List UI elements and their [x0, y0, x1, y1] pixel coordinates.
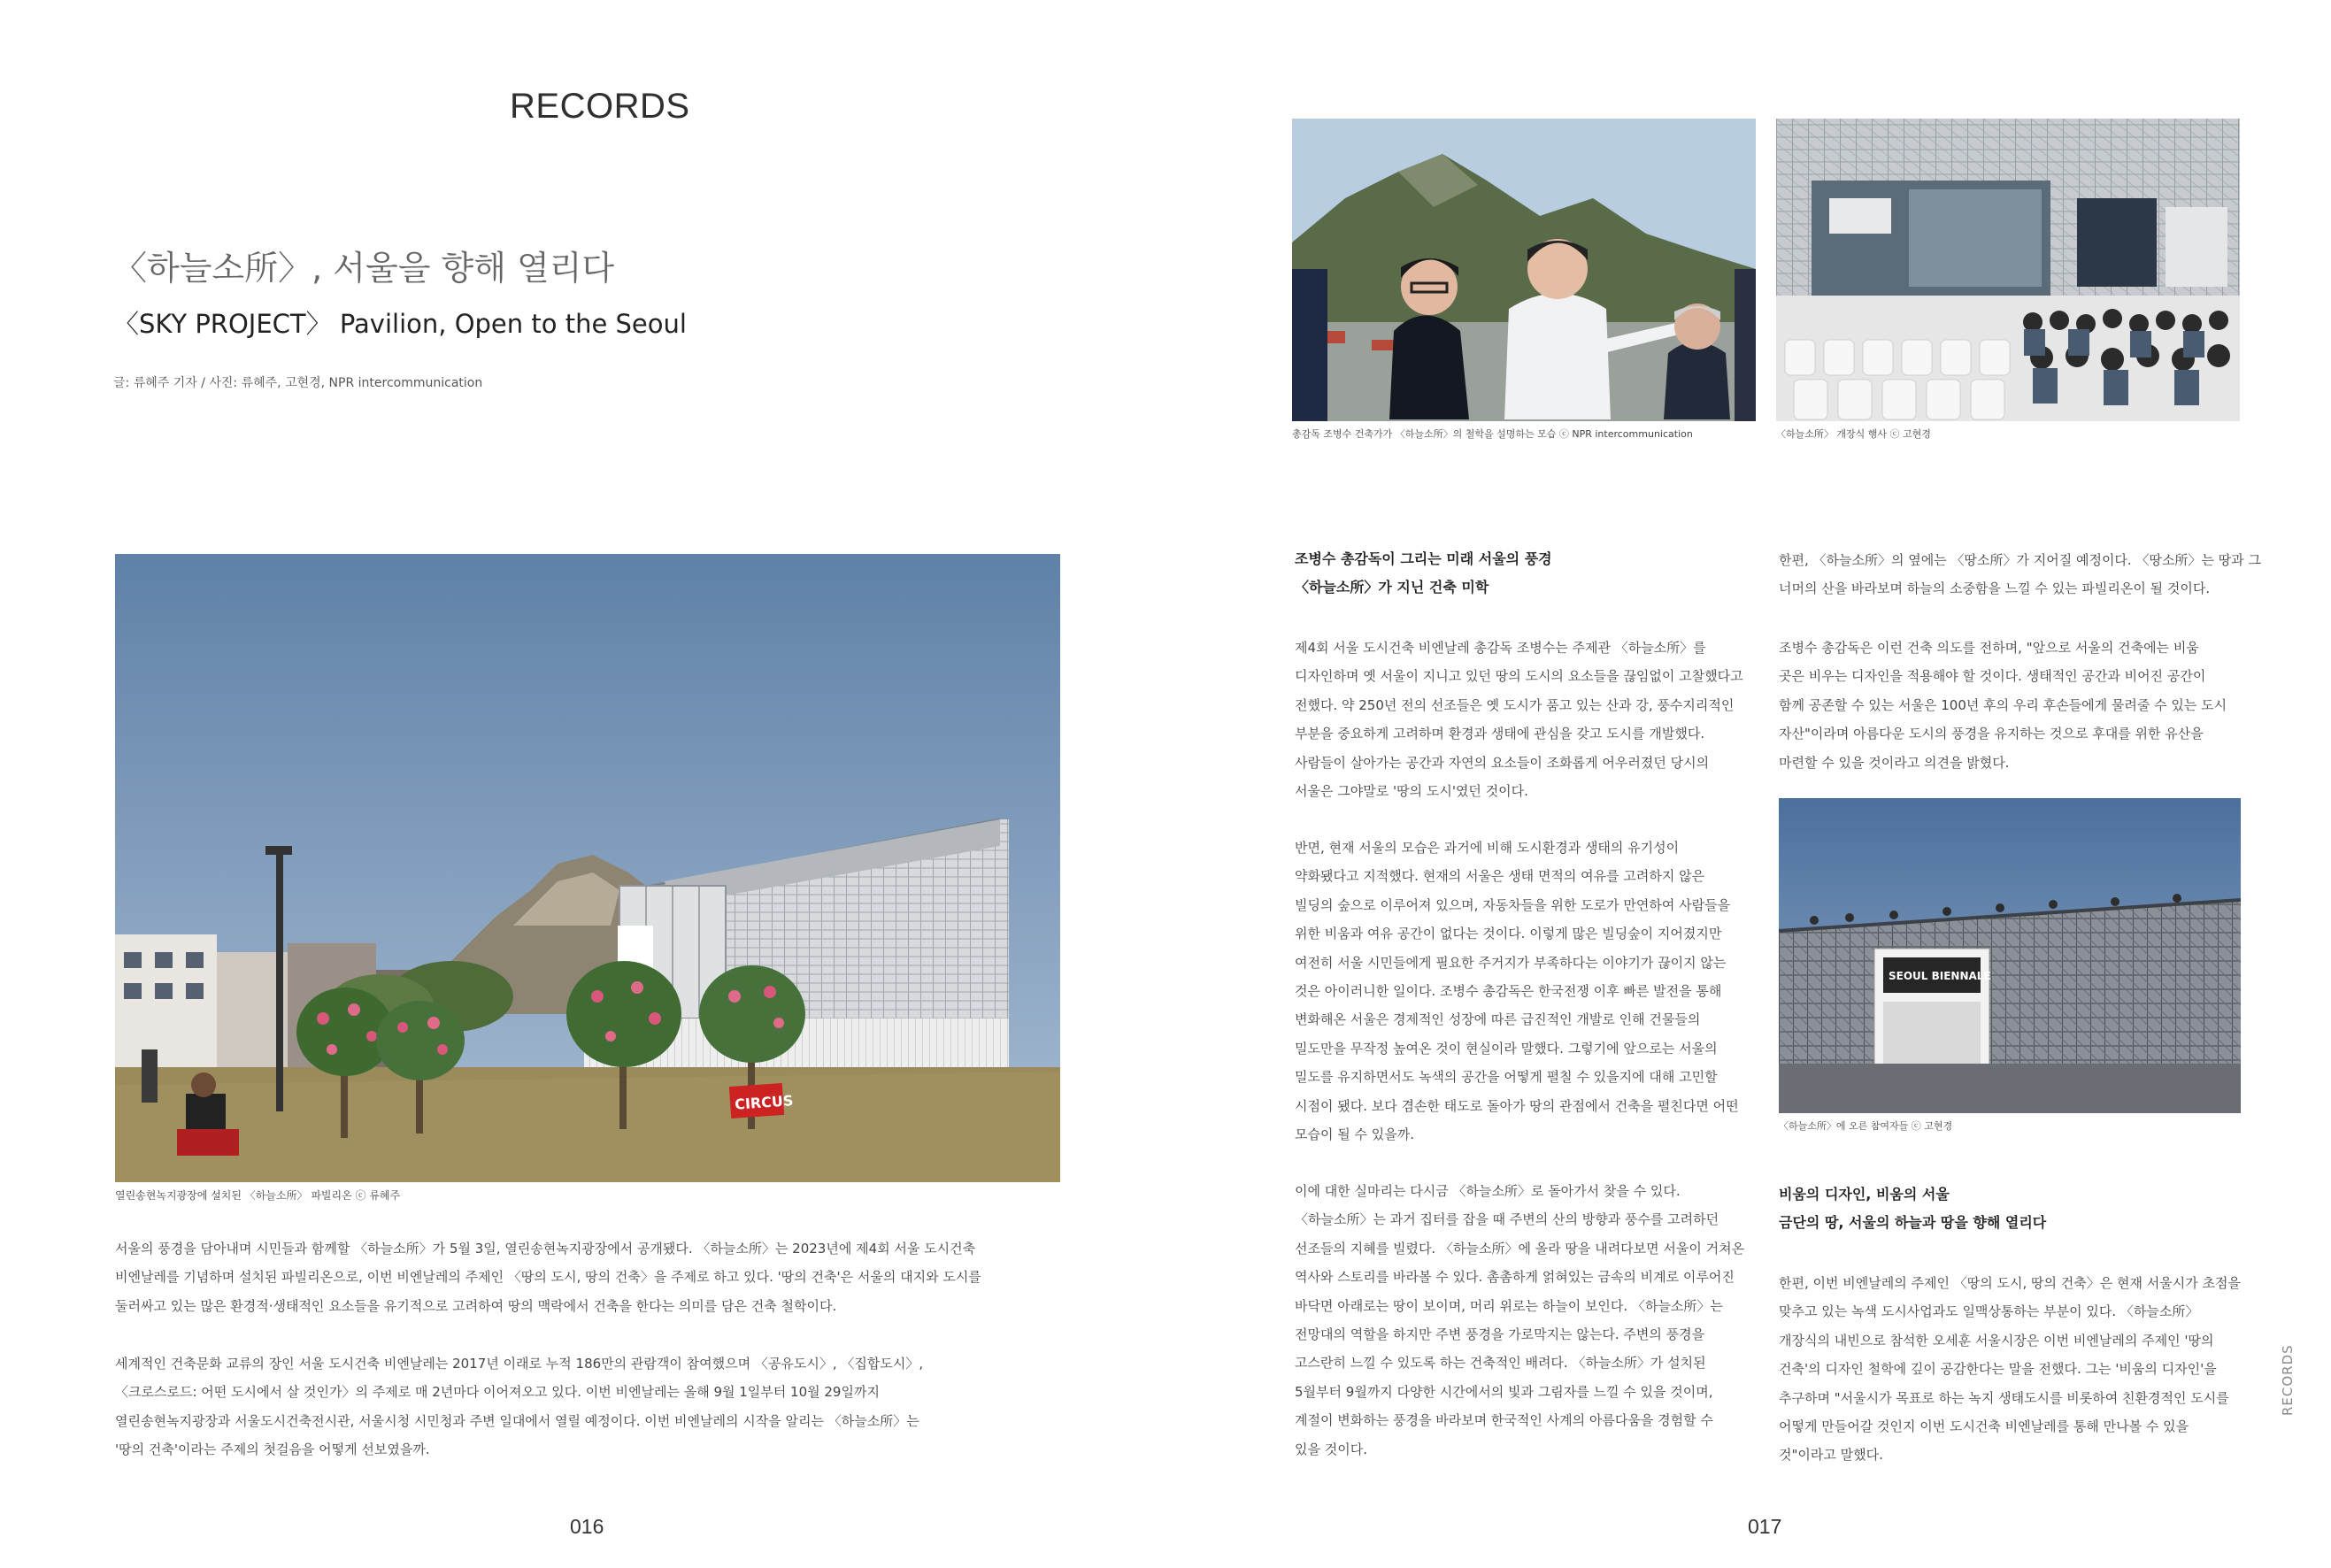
article-credit: 글: 류혜주 기자 / 사진: 류혜주, 고현경, NPR intercommunication [113, 376, 483, 390]
text-line: 건축'의 디자인 철학에 깊이 공감한다는 말을 전했다. 그는 '비움의 디자인'을 [1779, 1361, 2217, 1378]
text-line: 맞추고 있는 녹색 도시사업과도 일맥상통하는 부분이 있다. 〈하늘소所〉 [1779, 1303, 2199, 1320]
text-line: 계절이 변화하는 풍경을 바라보며 한국적인 사계의 아름다움을 경험할 수 [1295, 1412, 1713, 1429]
text-line: 전망대의 역할을 하지만 주변 풍경을 가로막지는 않는다. 주변의 풍경을 [1295, 1326, 1705, 1343]
text-line: 선조들의 지혜를 빌렸다. 〈하늘소所〉에 올라 땅을 내려다보면 서울이 거쳐온 [1295, 1240, 1745, 1257]
side-section-tab: RECORDS [2280, 1344, 2296, 1416]
text-line: 밀도만을 무작정 높여온 것이 현실이라 말했다. 그렇기에 앞으로는 서울의 [1295, 1040, 1718, 1057]
page-number-right: 017 [1748, 1515, 1782, 1538]
text-line: 시점이 됐다. 보다 겸손한 태도로 돌아가 땅의 관점에서 건축을 펼친다면 어떤 [1295, 1097, 1739, 1114]
text-line: 여전히 서울 시민들에게 필요한 주거지가 부족하다는 이야기가 끊이지 않는 [1295, 954, 1727, 971]
text-line: 한편, 〈하늘소所〉의 옆에는 〈땅소所〉가 지어질 예정이다. 〈땅소所〉는 땅과 그 [1779, 552, 2261, 568]
text-line: 모습이 될 수 있을까. [1295, 1126, 1414, 1143]
text-line: 서울은 그야말로 '땅의 도시'였던 것이다. [1295, 783, 1528, 800]
column1-paragraph-3 [1295, 1177, 1744, 1464]
text-line: 곳은 비우는 디자인을 적용해야 할 것이다. 생태적인 공간과 비어진 공간이 [1779, 668, 2206, 685]
text-line: 5월부터 9월까지 다양한 시간에서의 빛과 그림자를 느낄 수 있을 것이며, [1295, 1383, 1713, 1400]
text-line: '땅의 건축'이라는 주제의 첫걸음을 어떻게 선보였을까. [115, 1441, 430, 1458]
text-line: 것은 아이러니한 일이다. 조병수 총감독은 한국전쟁 이후 빠른 발전을 통해 [1295, 983, 1722, 1000]
page-number-left: 016 [570, 1515, 604, 1538]
text-line: 빌딩의 숲으로 이루어져 있으며, 자동차들을 위한 도로가 만연하여 사람들을 [1295, 896, 1731, 913]
article-title-english: 〈SKY PROJECT〉 Pavilion, Open to the Seoul [113, 309, 687, 339]
text-line: 바닥면 아래로는 땅이 보이며, 머리 위로는 하늘이 보인다. 〈하늘소所〉는 [1295, 1297, 1723, 1314]
text-line: 서울의 풍경을 담아내며 시민들과 함께할 〈하늘소所〉가 5월 3일, 열린송현녹지광장에서 공개됐다. 〈하늘소所〉는 2023년에 제4회 서울 도시건축 [115, 1241, 976, 1257]
text-line: 어떻게 만들어갈 것인지 이번 도시건축 비엔날레를 통해 만나볼 수 있을 [1779, 1418, 2189, 1435]
ceremony-photo [1776, 119, 2240, 421]
participants-photo [1779, 798, 2241, 1113]
text-line: 있을 것이다. [1295, 1441, 1367, 1457]
text-line: 추구하며 "서울시가 목표로 하는 녹지 생태도시를 비롯하여 친환경적인 도시를 [1779, 1389, 2229, 1406]
text-line: 〈하늘소所〉는 과거 집터를 잡을 때 주변의 산의 방향과 풍수를 고려하던 [1295, 1211, 1719, 1228]
text-line: 비엔날레를 기념하며 설치된 파빌리온으로, 이번 비엔날레의 주제인 〈땅의 도시, 땅의 건축〉을 주제로 하고 있다. '땅의 건축'은 서울의 대지와 도시를 [115, 1269, 981, 1286]
heading-line: 〈하늘소所〉가 지닌 건축 미학 [1295, 579, 1489, 596]
director-photo-caption: 총감독 조병수 건축가가 〈하늘소所〉의 철학을 설명하는 모습 ⓒ NPR intercommunication [1292, 428, 1693, 440]
text-line: 것"이라고 말했다. [1779, 1447, 1883, 1464]
text-line: 조병수 총감독은 이런 건축 의도를 전하며, "앞으로 서울의 건축에는 비움 [1779, 640, 2199, 656]
intro-paragraph-2 [115, 1349, 923, 1464]
text-line: 변화해온 서울은 경제적인 성장에 따른 급진적인 개발로 인해 건물들의 [1295, 1011, 1701, 1028]
text-line: 한편, 이번 비엔날레의 주제인 〈땅의 도시, 땅의 건축〉은 현재 서울시가 초점을 [1779, 1275, 2241, 1291]
column2-paragraph-2 [1779, 634, 2227, 777]
text-line: 역사와 스토리를 바라볼 수 있다. 촘촘하게 얽혀있는 금속의 비계로 이루어진 [1295, 1269, 1735, 1286]
article-title-korean: 〈하늘소所〉, 서울을 향해 열리다 [113, 249, 615, 288]
heading-line: 비움의 디자인, 비움의 서울 [1779, 1186, 1950, 1203]
circus-sign-text: CIRCUS [734, 1092, 795, 1113]
text-line: 사람들이 살아가는 공간과 자연의 요소들이 조화롭게 어우러졌던 당시의 [1295, 754, 1710, 771]
heading-line: 조병수 총감독이 그리는 미래 서울의 풍경 [1295, 550, 1552, 567]
text-line: 세계적인 건축문화 교류의 장인 서울 도시건축 비엔날레는 2017년 이래로 누적 186만의 관람객이 참여했으며 〈공유도시〉, 〈집합도시〉, [115, 1356, 924, 1372]
ceremony-photo-caption: 〈하늘소所〉 개장식 행사 ⓒ 고현경 [1776, 428, 1931, 440]
text-line: 고스란히 느낄 수 있도록 하는 건축적인 배려다. 〈하늘소所〉가 설치된 [1295, 1355, 1706, 1372]
text-line: 함께 공존할 수 있는 서울은 100년 후의 우리 후손들에게 물려줄 수 있는 도시 [1779, 696, 2227, 713]
text-line: 마련할 수 있을 것이라고 의견을 밝혔다. [1779, 754, 2010, 771]
text-line: 위한 비움과 여유 공간이 없다는 것이다. 이렇게 많은 빌딩숲이 지어졌지만 [1295, 926, 1722, 942]
column2-heading [1779, 1180, 2046, 1237]
intro-paragraph-1 [115, 1234, 981, 1320]
text-line: 〈크로스로드: 어떤 도시에서 살 것인가〉의 주제로 매 2년마다 이어져오고 있다. 이번 비엔날레는 올해 9월 1일부터 10월 29일까지 [115, 1384, 880, 1401]
main-photo-caption: 열린송현녹지광장에 설치된 〈하늘소所〉 파빌리온 ⓒ 류혜주 [115, 1189, 401, 1202]
director-photo [1292, 119, 1756, 421]
text-line: 둘러싸고 있는 많은 환경적·생태적인 요소들을 유기적으로 고려하여 땅의 맥락에서 건축을 한다는 의미를 담은 건축 철학이다. [115, 1297, 837, 1314]
biennale-banner-text: SEOUL BIENNALE [1889, 970, 1991, 982]
text-line: 열린송현녹지광장과 서울도시건축전시관, 서울시청 시민청과 주변 일대에서 열릴 예정이다. 이번 비엔날레의 시작을 알리는 〈하늘소所〉는 [115, 1412, 919, 1429]
column1-paragraph-1 [1295, 634, 1743, 805]
text-line: 너머의 산을 바라보며 하늘의 소중함을 느낄 수 있는 파빌리온이 될 것이다. [1779, 580, 2211, 597]
text-line: 반면, 현재 서울의 모습은 과거에 비해 도시환경과 생태의 유기성이 [1295, 840, 1680, 856]
text-line: 자산"이라며 아름다운 도시의 풍경을 유지하는 것으로 후대를 위한 유산을 [1779, 726, 2204, 742]
text-line: 약화됐다고 지적했다. 현재의 서울은 생태 면적의 여유를 고려하지 않은 [1295, 868, 1705, 885]
text-line: 부분을 중요하게 고려하며 환경과 생태에 관심을 갖고 도시를 개발했다. [1295, 726, 1705, 742]
column2-paragraph-1 [1779, 546, 2261, 603]
text-line: 제4회 서울 도시건축 비엔날레 총감독 조병수는 주제관 〈하늘소所〉를 [1295, 640, 1706, 656]
participants-photo-caption: 〈하늘소所〉에 오른 참여자들 ⓒ 고현경 [1779, 1120, 1953, 1132]
section-label: RECORDS [510, 87, 690, 126]
pavilion-main-photo [115, 554, 1060, 1182]
text-line: 개장식의 내빈으로 참석한 오세훈 서울시장은 이번 비엔날레의 주제인 '땅의 [1779, 1332, 2214, 1349]
heading-line: 금단의 땅, 서울의 하늘과 땅을 향해 열리다 [1779, 1214, 2047, 1231]
text-line: 밀도를 유지하면서도 녹색의 공간을 어떻게 펼칠 수 있을지에 대해 고민할 [1295, 1069, 1718, 1086]
column1-paragraph-2 [1295, 834, 1739, 1149]
text-line: 전했다. 약 250년 전의 선조들은 옛 도시가 품고 있는 산과 강, 풍수지리적인 [1295, 696, 1735, 713]
text-line: 디자인하며 옛 서울이 지니고 있던 땅의 도시의 요소들을 끊임없이 고찰했다고 [1295, 668, 1743, 685]
column2-paragraph-3 [1779, 1269, 2241, 1470]
text-line: 이에 대한 실마리는 다시금 〈하늘소所〉로 돌아가서 찾을 수 있다. [1295, 1183, 1681, 1199]
column1-heading [1295, 545, 1552, 602]
